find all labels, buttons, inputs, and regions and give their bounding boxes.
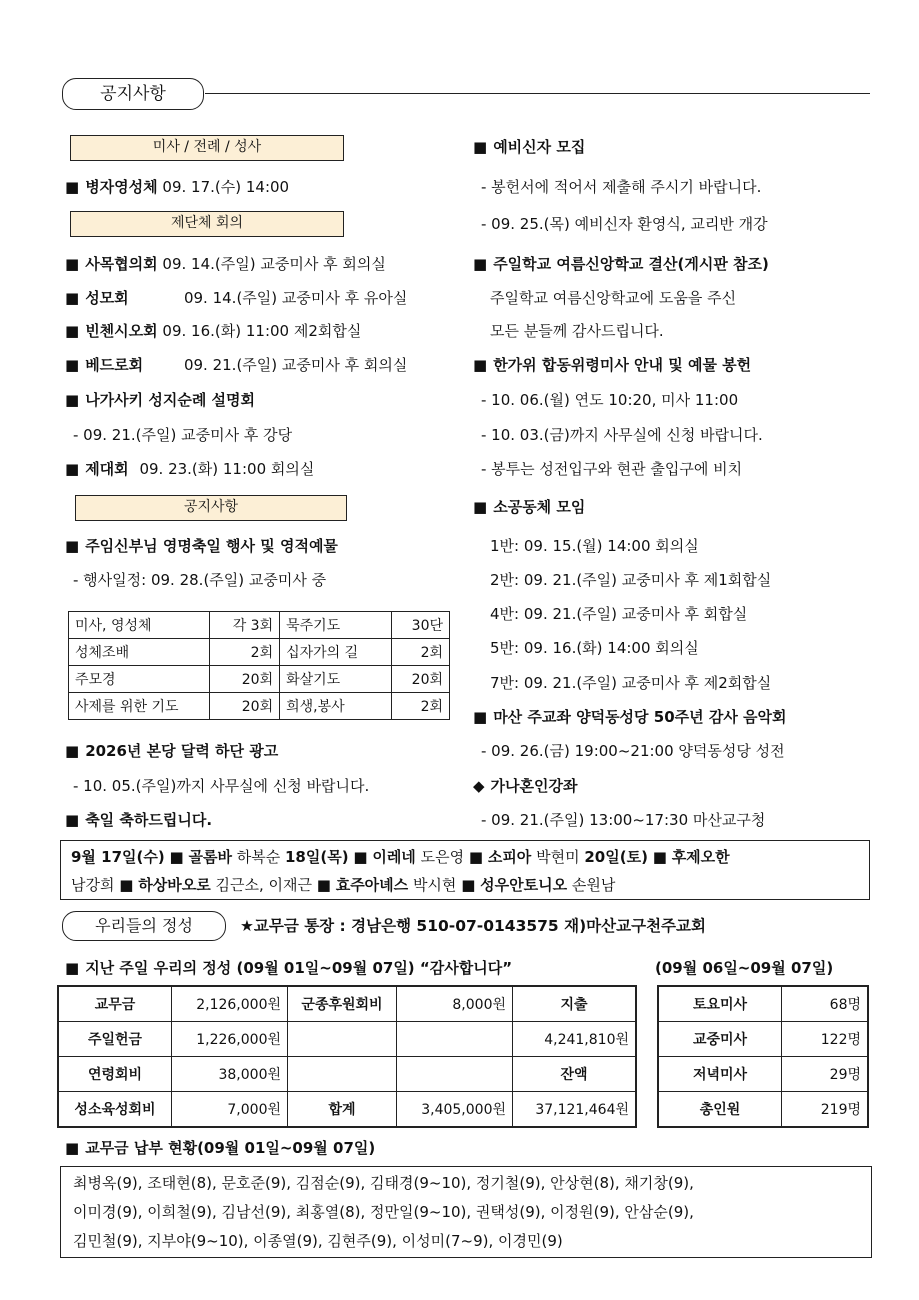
bullet-square-icon: ■ bbox=[65, 255, 80, 273]
table-cell: 화살기도 bbox=[280, 666, 392, 693]
table-cell: 각 3회 bbox=[210, 612, 280, 639]
table-row bbox=[69, 666, 450, 693]
marriage-text: - 09. 21.(주일) 13:00~17:30 마산교구청 bbox=[481, 811, 766, 829]
notice-section-label: 공지사항 bbox=[183, 499, 239, 515]
person-name: 박시현 bbox=[412, 876, 457, 894]
bullet-square-icon: ■ bbox=[65, 742, 80, 760]
table-cell: 교무금 bbox=[58, 986, 172, 1022]
saint-name: 성우안토니오 bbox=[480, 876, 568, 894]
account-info: ★교무금 통장 : 경남은행 510-07-0143575 재)마산교구천주교회 bbox=[240, 917, 706, 935]
bullet-square-icon: ■ bbox=[473, 138, 488, 156]
small-community-line: 7반: 09. 21.(주일) 교중미사 후 제2회합실 bbox=[490, 674, 772, 692]
bullet-square-icon: ■ bbox=[65, 959, 80, 977]
feast-line-1 bbox=[71, 843, 859, 871]
bullet-square-icon: ■ bbox=[473, 255, 488, 273]
payment-names-box bbox=[60, 1166, 872, 1258]
congrats-row bbox=[65, 810, 212, 830]
small-community-line: 2반: 09. 21.(주일) 교중미사 후 제1회합실 bbox=[490, 571, 772, 589]
meeting-title: 빈첸시오회 bbox=[85, 322, 158, 340]
table-cell: 38,000원 bbox=[172, 1057, 288, 1092]
pastor-feast-text: - 행사일정: 09. 28.(주일) 교중미사 중 bbox=[73, 571, 327, 589]
table-row bbox=[69, 639, 450, 666]
meeting-text: 09. 16.(화) 11:00 제2회합실 bbox=[162, 322, 362, 340]
table-row bbox=[69, 612, 450, 639]
spiritual-offering-table bbox=[68, 611, 450, 720]
catechumen-title: 예비신자 모집 bbox=[493, 138, 586, 156]
table-cell: 십자가의 길 bbox=[280, 639, 392, 666]
bullet-square-icon: ■ bbox=[65, 289, 80, 307]
meeting-title: 성모회 bbox=[85, 289, 129, 307]
table-cell: 2회 bbox=[391, 639, 449, 666]
bullet-square-icon: ■ bbox=[652, 848, 667, 866]
table-cell: 1,226,000원 bbox=[172, 1022, 288, 1057]
bullet-square-icon: ■ bbox=[461, 876, 476, 894]
bullet-square-icon: ■ bbox=[169, 848, 184, 866]
bullet-square-icon: ■ bbox=[65, 537, 80, 555]
table-cell: 성소육성회비 bbox=[58, 1092, 172, 1128]
attendance-table bbox=[657, 985, 869, 1128]
table-cell: 7,000원 bbox=[172, 1092, 288, 1128]
person-name: 남강희 bbox=[71, 876, 115, 894]
saint-name: 이레네 bbox=[372, 848, 416, 866]
bullet-square-icon: ■ bbox=[316, 876, 331, 894]
feast-line-2 bbox=[71, 871, 859, 899]
table-cell: 219명 bbox=[782, 1092, 869, 1128]
meeting-text: 09. 14.(주일) 교중미사 후 회의실 bbox=[162, 255, 386, 273]
pastor-feast-title-row bbox=[65, 536, 338, 556]
meeting-text: 09. 21.(주일) 교중미사 후 회의실 bbox=[183, 356, 408, 374]
table-cell bbox=[288, 1022, 397, 1057]
header-rule bbox=[205, 93, 870, 94]
table-cell: 8,000원 bbox=[397, 986, 513, 1022]
sick-communion-title: 병자영성체 bbox=[85, 178, 158, 196]
page-title: 공지사항 bbox=[100, 84, 166, 104]
concert-title-row bbox=[473, 707, 787, 727]
mass-section-box bbox=[70, 135, 344, 161]
nagasaki-title-row bbox=[65, 390, 255, 410]
notice-section-box bbox=[75, 495, 347, 521]
bullet-square-icon: ■ bbox=[353, 848, 368, 866]
meeting-item bbox=[65, 288, 407, 308]
table-cell: 저녁미사 bbox=[658, 1057, 782, 1092]
table-cell: 2,126,000원 bbox=[172, 986, 288, 1022]
small-community-line: 1반: 09. 15.(월) 14:00 회의실 bbox=[490, 537, 699, 555]
bullet-square-icon: ■ bbox=[65, 178, 80, 196]
nagasaki-text: - 09. 21.(주일) 교중미사 후 강당 bbox=[73, 426, 293, 444]
vicariate-text: 09. 23.(화) 11:00 회의실 bbox=[139, 460, 315, 478]
table-cell: 총인원 bbox=[658, 1092, 782, 1128]
chuseok-title: 한가위 합동위령미사 안내 및 예물 봉헌 bbox=[493, 356, 752, 374]
marriage-title-row bbox=[473, 776, 578, 796]
table-row bbox=[658, 1092, 868, 1128]
marriage-title: 가나혼인강좌 bbox=[490, 777, 578, 795]
person-name: 김근소, 이재근 bbox=[215, 876, 312, 894]
table-row bbox=[58, 1057, 636, 1092]
small-community-line: 5반: 09. 16.(화) 14:00 회의실 bbox=[490, 639, 699, 657]
table-cell: 2회 bbox=[210, 639, 280, 666]
small-community-line: 4반: 09. 21.(주일) 교중미사 후 회합실 bbox=[490, 605, 748, 623]
congrats-title: 축일 축하드립니다. bbox=[85, 811, 213, 829]
pastor-feast-title: 주임신부님 영명축일 행사 및 영적예물 bbox=[85, 537, 338, 555]
table-cell: 주일헌금 bbox=[58, 1022, 172, 1057]
bullet-square-icon: ■ bbox=[119, 876, 134, 894]
saint-name: 소피아 bbox=[487, 848, 532, 866]
calendar-ad-title-row bbox=[65, 741, 278, 761]
catechumen-title-row bbox=[473, 137, 585, 157]
week-offering-title: 지난 주일 우리의 정성 (09월 01일~09월 07일) “감사합니다” bbox=[85, 959, 513, 977]
bullet-square-icon: ■ bbox=[65, 460, 80, 478]
meeting-title: 베드로회 bbox=[85, 356, 144, 374]
table-cell: 잔액 bbox=[513, 1057, 637, 1092]
payment-title-row bbox=[65, 1138, 375, 1158]
sick-communion bbox=[65, 177, 289, 197]
saint-name: 골롬바 bbox=[188, 848, 232, 866]
table-cell: 3,405,000원 bbox=[397, 1092, 513, 1128]
vicariate-row bbox=[65, 459, 314, 479]
bullet-square-icon: ■ bbox=[473, 708, 488, 726]
meeting-title: 사목협의회 bbox=[85, 255, 158, 273]
table-cell: 4,241,810원 bbox=[513, 1022, 637, 1057]
table-cell: 사제를 위한 기도 bbox=[69, 693, 210, 720]
feast-date: 9월 17일(수) bbox=[71, 848, 165, 866]
table-row bbox=[58, 1022, 636, 1057]
chuseok-title-row bbox=[473, 355, 751, 375]
bullet-square-icon: ■ bbox=[468, 848, 484, 866]
person-name: 박현미 bbox=[536, 848, 580, 866]
saint-name: 효주아녜스 bbox=[335, 876, 409, 894]
table-cell: 교중미사 bbox=[658, 1022, 782, 1057]
attendance-period: (09월 06일~09월 07일) bbox=[655, 959, 834, 977]
summer-school-title-row bbox=[473, 254, 769, 274]
payment-title: 교무금 납부 현황(09월 01일~09월 07일) bbox=[85, 1139, 376, 1157]
payment-line: 김민철(9), 지부야(9~10), 이종열(9), 김현주(9), 이성미(7~9), 이경민(9) bbox=[73, 1232, 563, 1250]
meeting-item bbox=[65, 254, 386, 274]
chuseok-line: - 10. 06.(월) 연도 10:20, 미사 11:00 bbox=[481, 391, 739, 409]
person-name: 하복순 bbox=[236, 848, 281, 866]
catechumen-line: - 봉헌서에 적어서 제출해 주시기 바랍니다. bbox=[481, 178, 762, 196]
table-cell: 2회 bbox=[391, 693, 449, 720]
calendar-ad-text: - 10. 05.(주일)까지 사무실에 신청 바랍니다. bbox=[73, 777, 370, 795]
summer-school-title: 주일학교 여름신앙학교 결산(게시판 참조) bbox=[493, 255, 769, 273]
concert-title: 마산 주교좌 양덕동성당 50주년 감사 음악회 bbox=[493, 708, 787, 726]
feast-day-box bbox=[60, 840, 870, 900]
table-cell bbox=[397, 1057, 513, 1092]
table-cell: 묵주기도 bbox=[280, 612, 392, 639]
table-cell: 주모경 bbox=[69, 666, 210, 693]
bullet-square-icon: ■ bbox=[473, 356, 488, 374]
meeting-item bbox=[65, 355, 407, 375]
table-cell: 122명 bbox=[782, 1022, 869, 1057]
week-offering-title-row bbox=[65, 958, 512, 978]
notice-header-pill bbox=[62, 78, 204, 110]
table-cell: 희생,봉사 bbox=[280, 693, 392, 720]
payment-line: 최병옥(9), 조태현(8), 문호준(9), 김점순(9), 김태경(9~10), 정기철(9), 안상현(8), 채기창(9), bbox=[73, 1174, 694, 1192]
table-cell: 연령회비 bbox=[58, 1057, 172, 1092]
offering-pill-label: 우리들의 정성 bbox=[95, 916, 193, 935]
table-cell bbox=[288, 1057, 397, 1092]
sick-communion-text: 09. 17.(수) 14:00 bbox=[162, 178, 290, 196]
table-cell: 30단 bbox=[391, 612, 449, 639]
council-section-box bbox=[70, 211, 344, 237]
table-cell: 지출 bbox=[513, 986, 637, 1022]
table-cell: 68명 bbox=[782, 986, 869, 1022]
small-community-title-row bbox=[473, 497, 585, 517]
table-cell: 37,121,464원 bbox=[513, 1092, 637, 1128]
bullet-square-icon: ■ bbox=[65, 391, 80, 409]
council-section-label: 제단체 회의 bbox=[170, 215, 244, 231]
meeting-text: 09. 14.(주일) 교중미사 후 유아실 bbox=[183, 289, 408, 307]
table-row bbox=[58, 986, 636, 1022]
table-cell: 미사, 영성체 bbox=[69, 612, 210, 639]
table-row bbox=[658, 986, 868, 1022]
meeting-item bbox=[65, 321, 361, 341]
summer-school-line: 주일학교 여름신앙학교에 도움을 주신 bbox=[490, 289, 737, 307]
table-cell: 군종후원회비 bbox=[288, 986, 397, 1022]
table-cell: 20회 bbox=[391, 666, 449, 693]
table-cell: 20회 bbox=[210, 666, 280, 693]
table-cell: 성체조배 bbox=[69, 639, 210, 666]
table-cell: 합계 bbox=[288, 1092, 397, 1128]
chuseok-line: - 봉투는 성전입구와 현관 출입구에 비치 bbox=[481, 460, 743, 478]
table-cell: 20회 bbox=[210, 693, 280, 720]
concert-text: - 09. 26.(금) 19:00~21:00 양덕동성당 성전 bbox=[481, 742, 785, 760]
diamond-bullet-icon: ◆ bbox=[473, 777, 485, 795]
payment-line: 이미경(9), 이희철(9), 김남선(9), 최홍열(8), 정만일(9~10), 권택성(9), 이정원(9), 안삼순(9), bbox=[73, 1203, 694, 1221]
person-name: 도은영 bbox=[420, 848, 465, 866]
table-cell bbox=[397, 1022, 513, 1057]
catechumen-line: - 09. 25.(목) 예비신자 환영식, 교리반 개강 bbox=[481, 215, 768, 233]
calendar-ad-title: 2026년 본당 달력 하단 광고 bbox=[85, 742, 279, 760]
feast-date: 20일(토) bbox=[584, 848, 648, 866]
bullet-square-icon: ■ bbox=[65, 322, 80, 340]
feast-date: 18일(목) bbox=[285, 848, 349, 866]
bullet-square-icon: ■ bbox=[473, 498, 488, 516]
summer-school-line: 모든 분들께 감사드립니다. bbox=[490, 322, 664, 340]
nagasaki-title: 나가사키 성지순례 설명회 bbox=[85, 391, 256, 409]
table-row bbox=[58, 1092, 636, 1128]
vicariate-title: 제대회 bbox=[85, 460, 129, 478]
table-row bbox=[69, 693, 450, 720]
table-cell: 29명 bbox=[782, 1057, 869, 1092]
bullet-square-icon: ■ bbox=[65, 356, 80, 374]
mass-section-label: 미사 / 전례 / 성사 bbox=[152, 139, 262, 155]
saint-name: 후제오한 bbox=[671, 848, 730, 866]
bullet-square-icon: ■ bbox=[65, 811, 80, 829]
small-community-title: 소공동체 모임 bbox=[493, 498, 586, 516]
bullet-square-icon: ■ bbox=[65, 1139, 80, 1157]
chuseok-line: - 10. 03.(금)까지 사무실에 신청 바랍니다. bbox=[481, 426, 763, 444]
finance-table bbox=[57, 985, 637, 1128]
person-name: 손원남 bbox=[571, 876, 616, 894]
offering-header-pill bbox=[62, 911, 226, 941]
table-row bbox=[658, 1022, 868, 1057]
table-cell: 토요미사 bbox=[658, 986, 782, 1022]
saint-name: 하상바오로 bbox=[138, 876, 211, 894]
table-row bbox=[658, 1057, 868, 1092]
